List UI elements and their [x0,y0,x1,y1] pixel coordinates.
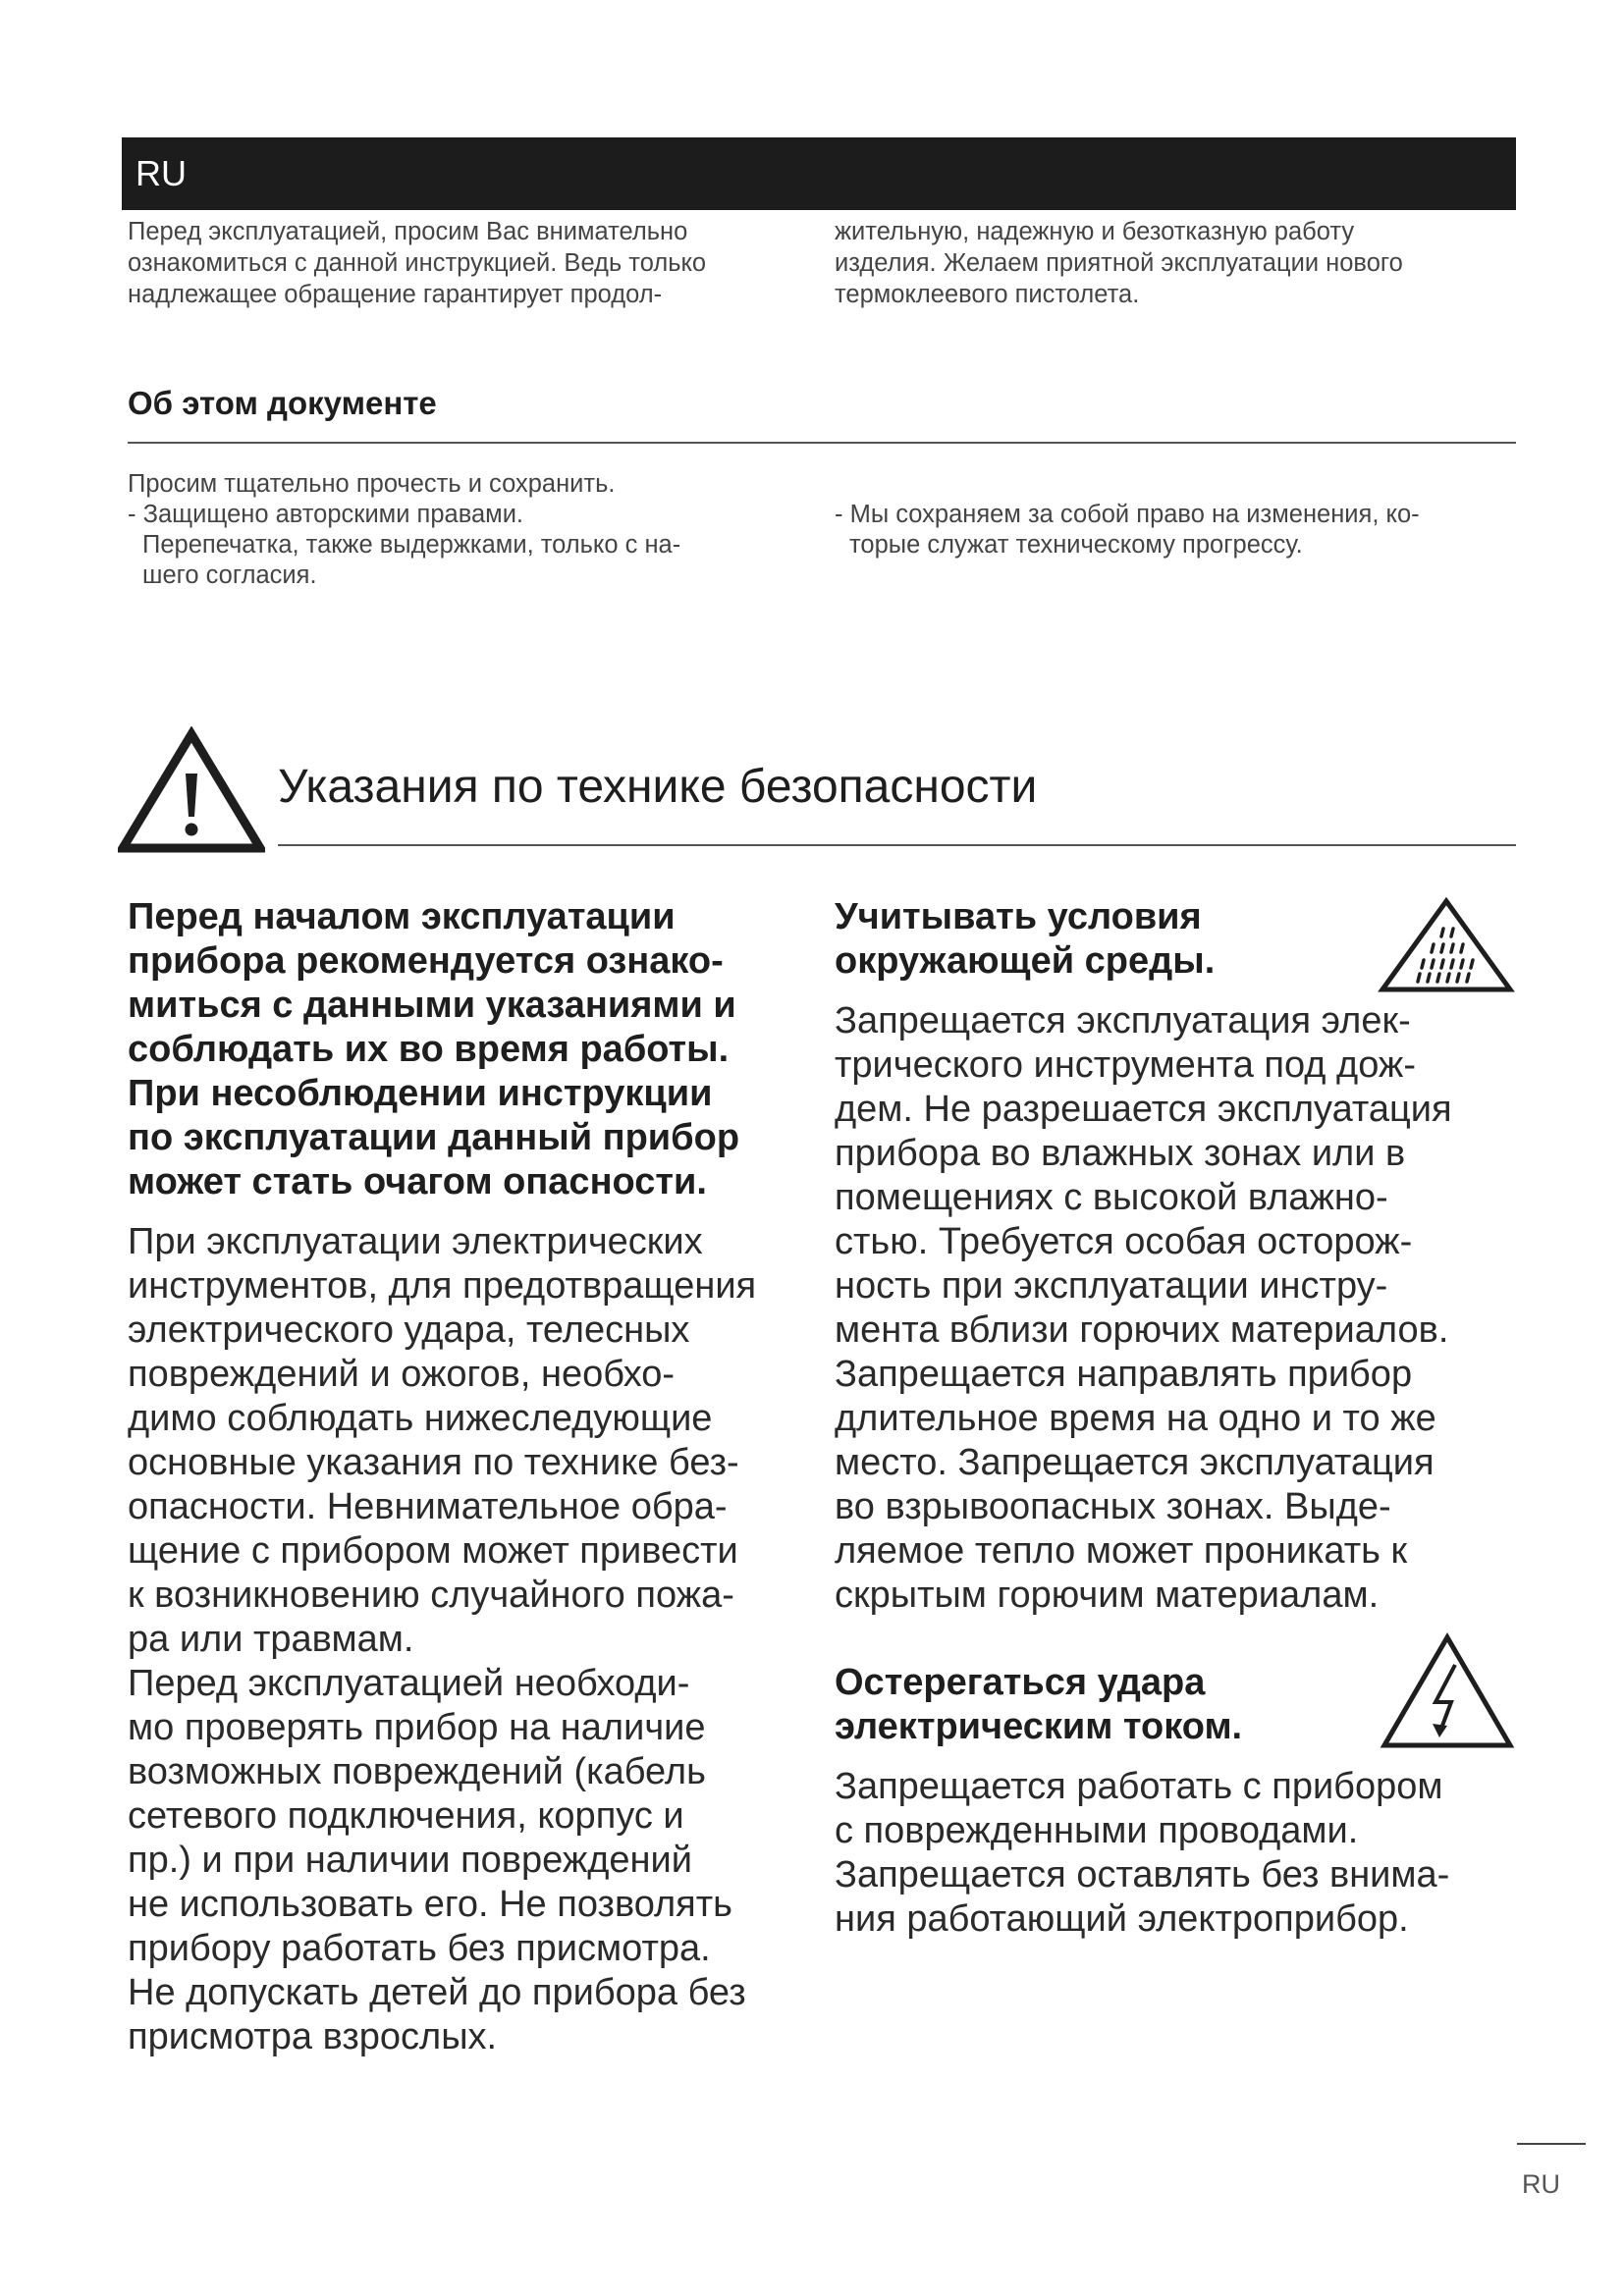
shock-heading: Остерегаться удара [835,1662,1206,1703]
shock-line: ния работающий электроприбор. [835,1898,1409,1940]
safety-left-column [128,895,835,2059]
lead-line: миться с данными указаниями и [128,985,736,1026]
intro-left-column [128,216,815,310]
language-header-bar [122,137,1516,210]
environment-line: во взрывоопасных зонах. Выде- [835,1486,1391,1527]
shock-line: Запрещается оставлять без внима- [835,1854,1450,1896]
body-line: электрического удара, телесных [128,1309,690,1351]
body-line: основные указания по технике без- [128,1442,739,1483]
intro-line: изделия. Желаем приятной эксплуатации нового [835,249,1403,277]
shock-line: с поврежденными проводами. [835,1810,1359,1851]
body-line: не использовать его. Не позволять [128,1884,732,1925]
about-divider [128,442,1516,444]
body-line: мо проверять прибор на наличие [128,1707,706,1748]
safety-body-paragraph-1 [128,1220,835,1662]
shock-heading: электрическим током. [835,1706,1243,1747]
safety-lead-paragraph [128,895,835,1204]
about-right-column [835,500,1522,561]
environment-line: длительное время на одно и то же [835,1398,1436,1439]
about-document-heading: Об этом документе [128,385,437,421]
footer-language-code: RU [1522,2169,1560,2199]
body-line: возможных повреждений (кабель [128,1751,706,1792]
intro-line: надлежащее обращение гарантирует продол- [128,281,663,308]
lead-line: по эксплуатации данный прибор [128,1117,740,1158]
body-line: щение с прибором может привести [128,1530,738,1572]
lead-line: может стать очагом опасности. [128,1161,707,1202]
about-line: Перепечатка, также выдержками, только с на- [142,531,681,559]
shock-line: Запрещается работать с прибором [835,1766,1443,1807]
intro-line: ознакомиться с данной инструкцией. Ведь только [128,249,707,277]
body-line: прибору работать без присмотра. [128,1928,711,1969]
about-line: торые служат техническому прогрессу. [849,531,1303,559]
body-line: При эксплуатации электрических [128,1221,703,1262]
environment-line: стью. Требуется особая осторож- [835,1221,1413,1262]
about-line: Просим тщательно прочесть и сохранить. [128,470,616,498]
body-line: ра или травмам. [128,1619,414,1660]
body-line: димо соблюдать нижеследующие [128,1398,713,1439]
environment-line: Запрещается эксплуатация элек- [835,1000,1411,1041]
body-line: к возникновению случайного пожа- [128,1575,734,1616]
warning-triangle-icon [118,726,265,854]
body-line: пр.) и при наличии повреждений [128,1840,692,1881]
about-line: - Мы сохраняем за собой право на изменения, ко- [835,501,1420,528]
environment-line: ляемое тепло может проникать к [835,1530,1408,1572]
safety-divider [278,844,1516,846]
environment-heading: Учитывать условия [835,896,1202,937]
rain-warning-icon [1377,895,1516,993]
environment-line: мента вблизи горючих материалов. [835,1309,1449,1351]
body-line: опасности. Невнимательное обра- [128,1486,728,1527]
environment-line: скрытым горючим материалам. [835,1575,1380,1616]
environment-line: Запрещается направлять прибор [835,1354,1413,1395]
environment-section [835,895,1522,1618]
environment-line: трического инструмента под дож- [835,1044,1416,1086]
safety-section-title: Указания по технике безопасности [278,761,1038,813]
lead-line: прибора рекомендуется ознако- [128,940,724,982]
body-line: присмотра взрослых. [128,2016,498,2057]
environment-line: помещениях с высокой влажно- [835,1177,1388,1218]
intro-right-column [835,216,1522,310]
lead-line: При несоблюдении инструкции [128,1073,713,1114]
language-code: RU [135,153,187,193]
body-line: Перед эксплуатацией необходи- [128,1663,690,1704]
body-line: Не допускать детей до прибора без [128,1972,746,2013]
environment-heading: окружающей среды. [835,940,1216,982]
electric-shock-icon [1379,1631,1516,1751]
lead-line: Перед началом эксплуатации [128,896,676,937]
environment-line: прибора во влажных зонах или в [835,1133,1406,1174]
body-line: инструментов, для предотвращения [128,1265,757,1307]
safety-right-column [835,895,1522,1942]
environment-line: дем. Не разрешается эксплуатация [835,1089,1452,1130]
safety-body-paragraph-2 [128,1662,835,2059]
intro-line: Перед эксплуатацией, просим Вас внимательно [128,218,688,245]
intro-line: жительную, надежную и безотказную работу [835,218,1355,245]
footer-rule [1517,2143,1586,2145]
environment-line: ность при эксплуатации инстру- [835,1265,1388,1307]
about-line: - Защищено авторскими правами. [128,501,524,528]
intro-line: термоклеевого пистолета. [835,281,1140,308]
about-left-column [128,469,835,591]
lead-line: соблюдать их во время работы. [128,1029,730,1070]
body-line: повреждений и ожогов, необхо- [128,1354,676,1395]
body-line: сетевого подключения, корпус и [128,1795,684,1837]
about-line: шего согласия. [142,561,317,589]
environment-line: место. Запрещается эксплуатация [835,1442,1435,1483]
